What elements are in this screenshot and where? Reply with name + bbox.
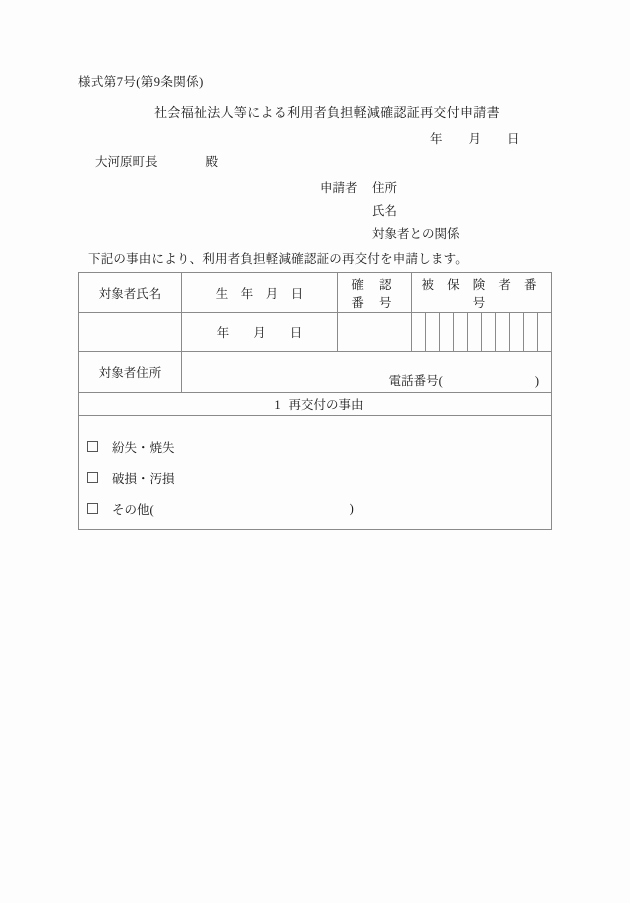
birth-year-label: 年 xyxy=(216,326,230,340)
applicant-address-label: 住所 xyxy=(372,181,398,195)
reason-option-other[interactable] xyxy=(87,500,354,518)
date-line xyxy=(430,129,520,147)
birth-date-input[interactable] xyxy=(182,313,338,352)
addressee xyxy=(95,152,218,170)
date-day-label: 日 xyxy=(507,132,520,146)
statement-text: 下記の事由により、利用者負担軽減確認証の再交付を申請します。 xyxy=(88,252,469,266)
table-reason-body-row xyxy=(79,416,552,530)
insurance-number-cell[interactable] xyxy=(412,313,426,351)
application-table xyxy=(78,272,552,530)
subject-name-input[interactable] xyxy=(79,313,182,352)
reason-section-label: 再交付の事由 xyxy=(288,398,364,412)
insurance-number-cell[interactable] xyxy=(440,313,454,351)
reason-option-damaged-label: 破損・汚損 xyxy=(112,472,175,486)
reason-option-other-close: ) xyxy=(349,501,354,516)
phone-number-line xyxy=(389,371,539,389)
applicant-relation-row xyxy=(320,223,460,246)
table-reason-header-row xyxy=(79,393,552,416)
confirm-number-input[interactable] xyxy=(338,313,412,352)
phone-close-paren: ) xyxy=(534,374,539,388)
reason-option-lost[interactable] xyxy=(87,438,175,456)
applicant-group-label: 申請者 xyxy=(320,181,358,195)
birth-month-label: 月 xyxy=(253,326,266,340)
reason-options-area xyxy=(79,416,552,530)
reason-option-lost-label: 紛失・焼失 xyxy=(112,441,175,455)
header-confirm-number: 確 認 番 号 xyxy=(338,273,412,313)
header-insurance-number: 被 保 険 者 番 号 xyxy=(412,273,552,313)
checkbox-icon[interactable] xyxy=(87,503,98,514)
applicant-name-row xyxy=(320,200,460,223)
page-title: 社会福祉法人等による利用者負担軽減確認証再交付申請書 xyxy=(154,105,500,120)
header-birth-date: 生 年 月 日 xyxy=(182,273,338,313)
applicant-address-row xyxy=(320,177,460,200)
table-data-row xyxy=(79,313,552,352)
header-subject-name: 対象者氏名 xyxy=(79,273,182,313)
insurance-number-cell[interactable] xyxy=(496,313,510,351)
insurance-number-cell[interactable] xyxy=(538,313,551,351)
subject-address-input[interactable] xyxy=(182,352,552,393)
date-year-label: 年 xyxy=(430,132,443,146)
insurance-number-cell[interactable] xyxy=(426,313,440,351)
reason-option-other-label: その他( xyxy=(112,503,154,517)
date-month-label: 月 xyxy=(468,132,482,146)
phone-label: 電話番号( xyxy=(388,374,443,388)
insurance-number-grid xyxy=(412,313,551,351)
insurance-number-cell[interactable] xyxy=(482,313,496,351)
table-address-row xyxy=(79,352,552,393)
form-number: 様式第7号(第9条関係) xyxy=(78,75,204,89)
insurance-number-cell[interactable] xyxy=(454,313,468,351)
applicant-block xyxy=(320,177,460,246)
subject-address-label: 対象者住所 xyxy=(79,352,182,393)
reason-section-header xyxy=(79,393,552,416)
checkbox-icon[interactable] xyxy=(87,441,98,452)
insurance-number-input[interactable] xyxy=(412,313,552,352)
addressee-honorific: 殿 xyxy=(205,155,219,169)
insurance-number-cell[interactable] xyxy=(510,313,524,351)
table-header-row xyxy=(79,273,552,313)
reason-option-damaged[interactable] xyxy=(87,469,175,487)
reason-section-number: 1 xyxy=(274,398,281,412)
insurance-number-cell[interactable] xyxy=(468,313,482,351)
applicant-relation-label: 対象者との関係 xyxy=(372,227,460,241)
birth-day-label: 日 xyxy=(289,326,303,340)
checkbox-icon[interactable] xyxy=(87,472,98,483)
applicant-name-label: 氏名 xyxy=(372,204,398,218)
addressee-name: 大河原町長 xyxy=(95,155,158,169)
insurance-number-cell[interactable] xyxy=(524,313,538,351)
